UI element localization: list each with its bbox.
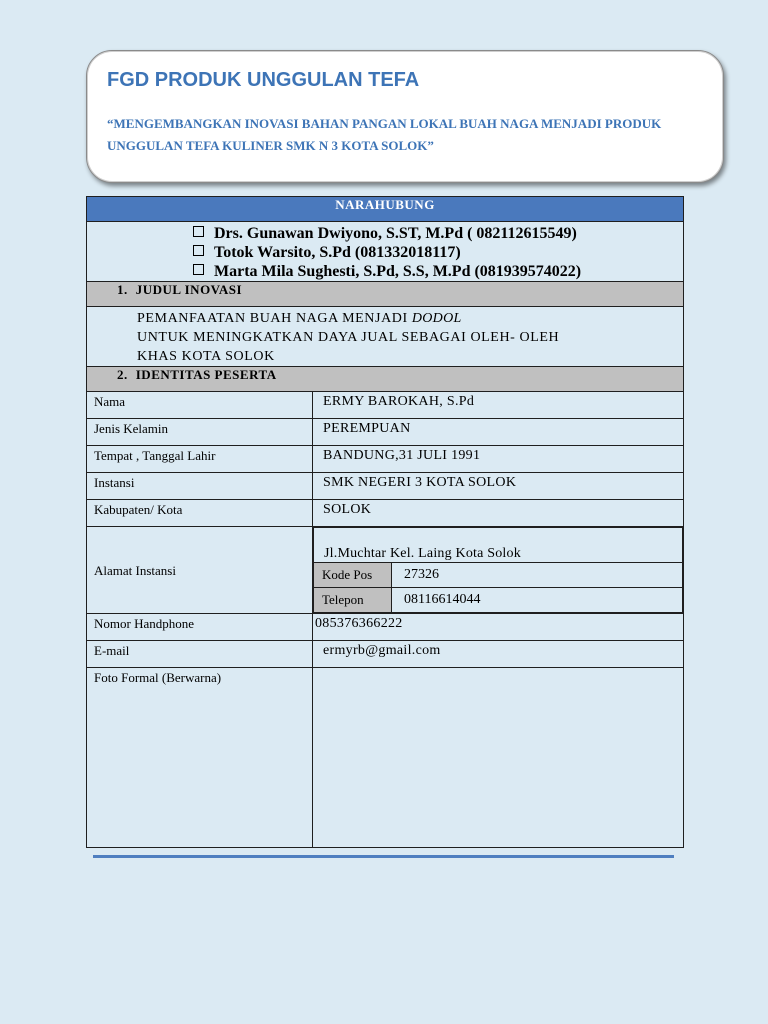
narahubung-heading: NARAHUBUNG	[87, 197, 684, 222]
field-value: PEREMPUAN	[313, 419, 684, 446]
page-subtitle: “MENGEMBANGKAN INOVASI BAHAN PANGAN LOKAL BUAH NAGA MENJADI PRODUK UNGGULAN TEFA KULINER SMK N 3 KOTA SOLOK”	[107, 116, 662, 153]
checkbox-icon	[193, 264, 204, 275]
alamat-row	[87, 527, 684, 614]
table-row	[87, 392, 684, 419]
table-row	[87, 668, 684, 848]
alamat-street: Jl.Muchtar Kel. Laing Kota Solok	[314, 528, 683, 563]
kode-pos-value: 27326	[392, 563, 683, 588]
field-value: SOLOK	[313, 500, 684, 527]
identitas-heading: IDENTITAS PESERTA	[135, 367, 277, 382]
page-title: FGD PRODUK UNGGULAN TEFA	[107, 69, 420, 91]
judul-line1-italic: DODOL	[411, 311, 462, 326]
field-value: ERMY BAROKAH, S.Pd	[313, 392, 684, 419]
field-label: Nomor Handphone	[87, 614, 313, 641]
field-label: Nama	[87, 392, 313, 419]
table-row	[87, 473, 684, 500]
field-label: E-mail	[87, 641, 313, 668]
header-box	[86, 50, 724, 183]
telepon-label: Telepon	[314, 588, 392, 613]
field-label: Foto Formal (Berwarna)	[87, 668, 313, 848]
judul-line2: UNTUK MENINGKATKAN DAYA JUAL SEBAGAI OLEH- OLEH	[137, 330, 560, 345]
alamat-cell	[313, 527, 684, 614]
form-table	[86, 196, 684, 848]
judul-content	[87, 307, 684, 367]
table-row	[87, 641, 684, 668]
judul-header-row	[87, 282, 684, 307]
field-label: Jenis Kelamin	[87, 419, 313, 446]
identitas-header-row	[87, 367, 684, 392]
photo-box	[313, 668, 684, 848]
field-value: 085376366222	[313, 614, 684, 641]
section-number: 1.	[117, 282, 128, 297]
bottom-divider	[93, 855, 674, 858]
table-row	[87, 446, 684, 473]
field-label: Alamat Instansi	[87, 527, 313, 614]
judul-heading: JUDUL INOVASI	[135, 282, 243, 297]
section-number: 2.	[117, 367, 128, 382]
contact-item: Marta Mila Sughesti, S.Pd, S.S, M.Pd (081939574022)	[193, 262, 683, 281]
contact-list	[87, 222, 684, 282]
checkbox-icon	[193, 245, 204, 256]
checkbox-icon	[193, 226, 204, 237]
alamat-subtable	[313, 527, 683, 613]
telepon-value: 08116614044	[392, 588, 683, 613]
table-row	[87, 500, 684, 527]
field-value: SMK NEGERI 3 KOTA SOLOK	[313, 473, 684, 500]
contact-item: Totok Warsito, S.Pd (081332018117)	[193, 243, 683, 262]
kode-pos-label: Kode Pos	[314, 563, 392, 588]
contact-item: Drs. Gunawan Dwiyono, S.ST, M.Pd ( 082112615549)	[193, 224, 683, 243]
field-label: Tempat , Tanggal Lahir	[87, 446, 313, 473]
table-row	[87, 419, 684, 446]
field-label: Kabupaten/ Kota	[87, 500, 313, 527]
field-value: ermyrb@gmail.com	[313, 641, 684, 668]
judul-line3: KHAS KOTA SOLOK	[137, 349, 275, 364]
table-row	[87, 614, 684, 641]
judul-line1: PEMANFAATAN BUAH NAGA MENJADI	[137, 311, 412, 326]
narahubung-header-row	[87, 197, 684, 222]
field-label: Instansi	[87, 473, 313, 500]
field-value: BANDUNG,31 JULI 1991	[313, 446, 684, 473]
